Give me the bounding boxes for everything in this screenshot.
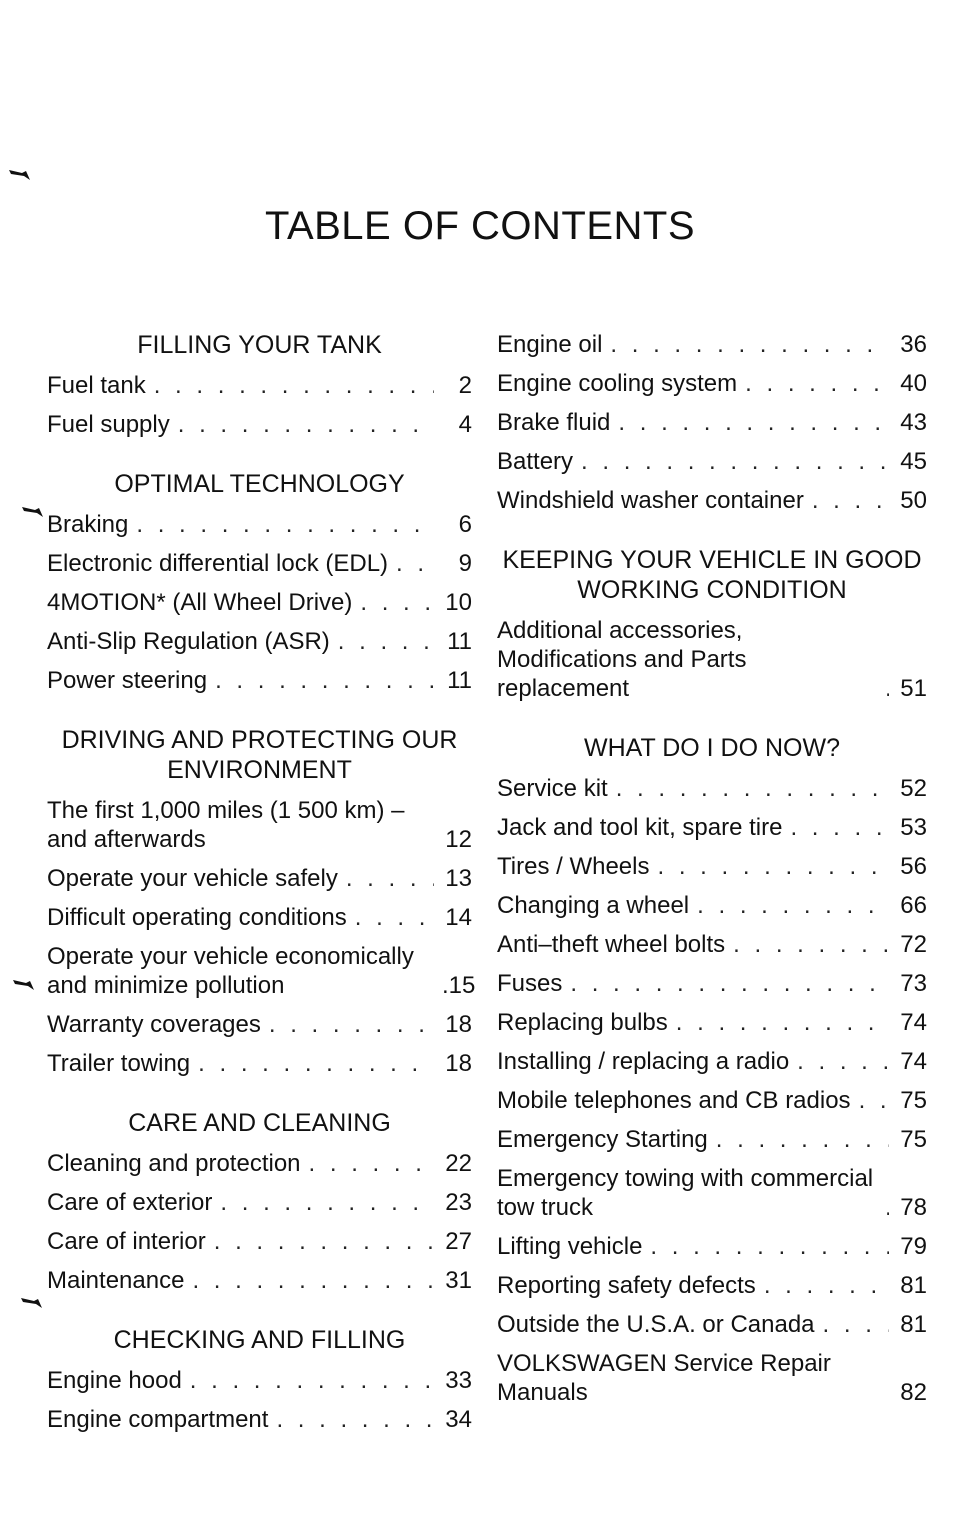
toc-entry-label: Tires / Wheels: [497, 853, 650, 880]
toc-entry-page-number: 75: [900, 1087, 927, 1114]
toc-entry-page-number: 31: [445, 1267, 472, 1294]
toc-entry-jack-and-tool-kit-spare-tire[interactable]: [497, 813, 927, 842]
toc-entry-fuel-tank[interactable]: [47, 371, 472, 400]
toc-entry-braking[interactable]: [47, 510, 472, 539]
dot-leader: [745, 369, 889, 398]
dot-leader: [790, 813, 889, 842]
dot-leader: [616, 774, 889, 803]
toc-entry-page-number: 53: [900, 814, 927, 841]
right-column: [497, 330, 927, 1417]
toc-entry-label: Engine hood: [47, 1367, 182, 1394]
toc-entry-label: Brake fluid: [497, 409, 611, 436]
toc-entry-label: Emergency towing with commercial tow truck: [497, 1165, 874, 1221]
toc-entry-label: Cleaning and protection: [47, 1150, 301, 1177]
dot-leader: [214, 1227, 434, 1256]
toc-entry-page-number: 81: [900, 1311, 927, 1338]
toc-entry-label: Power steering: [47, 667, 208, 694]
dot-leader: [178, 410, 434, 439]
toc-entry-engine-cooling-system[interactable]: [497, 369, 927, 398]
toc-entry-anti-theft-wheel-bolts[interactable]: [497, 930, 927, 959]
dot-leader: [610, 330, 889, 359]
toc-entry-service-kit[interactable]: [497, 774, 927, 803]
arrow-marker-icon: [21, 505, 45, 519]
toc-entry-volkswagen-service-repair-manuals[interactable]: [497, 1349, 927, 1407]
dot-leader: [338, 627, 434, 656]
toc-entry-trailer-towing[interactable]: [47, 1049, 472, 1078]
toc-entry-page-number: 9: [458, 550, 472, 577]
toc-entry-label: Fuel tank: [47, 372, 146, 399]
dot-leader: [885, 1193, 889, 1222]
toc-entry-page-number: 33: [445, 1367, 472, 1394]
dot-leader: [198, 1049, 434, 1078]
toc-entry-page-number: 74: [900, 1048, 927, 1075]
dot-leader: [733, 930, 889, 959]
toc-entry-label: Engine oil: [497, 331, 603, 358]
toc-entry-label: Windshield washer container: [497, 487, 804, 514]
toc-entry-engine-compartment[interactable]: [47, 1405, 472, 1434]
toc-entry-changing-a-wheel[interactable]: [497, 891, 927, 920]
toc-entry-page-number: 14: [445, 904, 472, 931]
dot-leader: [276, 1405, 434, 1434]
toc-entry-page-number: 81: [900, 1272, 927, 1299]
toc-entry-page-number: 40: [900, 370, 927, 397]
toc-entry-label: Mobile telephones and CB radios: [497, 1087, 851, 1114]
toc-entry-maintenance[interactable]: [47, 1266, 472, 1295]
toc-entry-mobile-telephones-and-cb-radios[interactable]: [497, 1086, 927, 1115]
toc-entry-operate-your-vehicle-safely[interactable]: [47, 864, 472, 893]
toc-entry-tires-wheels[interactable]: [497, 852, 927, 881]
toc-entry-difficult-operating-conditions[interactable]: [47, 903, 472, 932]
toc-entry-page-number: 12: [445, 826, 472, 853]
toc-entry-label: VOLKSWAGEN Service Repair Manuals: [497, 1350, 831, 1406]
toc-entry-page-number: 13: [445, 865, 472, 892]
toc-entry-4motion-all-wheel-drive[interactable]: [47, 588, 472, 617]
dot-leader: [764, 1271, 889, 1300]
toc-entry-engine-hood[interactable]: [47, 1366, 472, 1395]
toc-entry-label: Engine compartment: [47, 1406, 269, 1433]
toc-entry-page-number: 43: [900, 409, 927, 436]
dot-leader: [823, 1310, 889, 1339]
toc-entry-page-number: 66: [900, 892, 927, 919]
arrow-marker-icon: [20, 1296, 44, 1310]
toc-entry-label: Warranty coverages: [47, 1011, 261, 1038]
dot-leader: [697, 891, 889, 920]
toc-entry-page-number: 6: [458, 511, 472, 538]
dot-leader: [657, 852, 889, 881]
toc-entry-replacing-bulbs[interactable]: [497, 1008, 927, 1037]
toc-entry-page-number: 11: [447, 628, 472, 655]
dot-leader: [797, 1047, 889, 1076]
section-heading: KEEPING YOUR VEHICLE IN GOOD WORKING CONDITION: [502, 546, 922, 604]
dot-leader: [360, 588, 434, 617]
toc-entry-outside-the-u-s-a-or-canada[interactable]: [497, 1310, 927, 1339]
toc-entry-label: Emergency Starting: [497, 1126, 708, 1153]
toc-entry-page-number: 34: [445, 1406, 472, 1433]
toc-entry-label: Difficult operating conditions: [47, 904, 347, 931]
toc-entry-page-number: 51: [900, 675, 927, 702]
toc-entry-page-number: 45: [900, 448, 927, 475]
toc-entry-label: 4MOTION* (All Wheel Drive): [47, 589, 353, 616]
dot-leader: [220, 1188, 434, 1217]
toc-entry-page-number: 23: [445, 1189, 472, 1216]
dot-leader: [581, 447, 889, 476]
toc-entry-label: Trailer towing: [47, 1050, 191, 1077]
toc-entry-label: Installing / replacing a radio: [497, 1048, 790, 1075]
toc-entry-page-number: 74: [900, 1009, 927, 1036]
dot-leader: [396, 549, 434, 578]
toc-entry-page-number: 18: [445, 1011, 472, 1038]
toc-entry-page-number: .15: [442, 972, 476, 999]
toc-entry-label: Service kit: [497, 775, 608, 802]
toc-entry-page-number: 52: [900, 775, 927, 802]
toc-entry-label: Anti-Slip Regulation (ASR): [47, 628, 330, 655]
toc-entry-label: Jack and tool kit, spare tire: [497, 814, 783, 841]
toc-entry-lifting-vehicle[interactable]: [497, 1232, 927, 1261]
dot-leader: [618, 408, 889, 437]
section-heading: WHAT DO I DO NOW?: [583, 734, 841, 762]
dot-leader: [859, 1086, 889, 1115]
toc-entry-cleaning-and-protection[interactable]: [47, 1149, 472, 1178]
dot-leader: [154, 371, 434, 400]
dot-leader: [650, 1232, 889, 1261]
toc-entry-page-number: 18: [445, 1050, 472, 1077]
toc-entry-label: Battery: [497, 448, 574, 475]
section-heading: CARE AND CLEANING: [128, 1109, 391, 1137]
toc-entry-battery[interactable]: [497, 447, 927, 476]
dot-leader: [190, 1366, 434, 1395]
toc-entry-label: Care of interior: [47, 1228, 206, 1255]
toc-entry-page-number: 78: [900, 1194, 927, 1221]
toc-entry-windshield-washer-container[interactable]: [497, 486, 927, 515]
toc-entry-operate-your-vehicle-economically-and-minimize-pollution[interactable]: [47, 942, 476, 1000]
toc-entry-page-number: 22: [445, 1150, 472, 1177]
toc-entry-page-number: 36: [900, 331, 927, 358]
dot-leader: [136, 510, 434, 539]
dot-leader: [355, 903, 434, 932]
dot-leader: [309, 1149, 434, 1178]
toc-entry-label: Maintenance: [47, 1267, 185, 1294]
toc-entry-label: Outside the U.S.A. or Canada: [497, 1311, 815, 1338]
toc-entry-label: Braking: [47, 511, 129, 538]
toc-entry-label: Fuel supply: [47, 411, 170, 438]
arrow-marker-icon: [8, 168, 32, 182]
page-title: TABLE OF CONTENTS: [264, 204, 696, 248]
toc-entry-page-number: 79: [900, 1233, 927, 1260]
toc-entry-label: The first 1,000 miles (1 500 km) – and afterwards: [47, 797, 405, 853]
toc-entry-page-number: 27: [445, 1228, 472, 1255]
toc-entry-fuses[interactable]: [497, 969, 927, 998]
dot-leader: [812, 486, 889, 515]
dot-leader: [716, 1125, 889, 1154]
toc-entry-warranty-coverages[interactable]: [47, 1010, 472, 1039]
dot-leader: [885, 674, 889, 703]
toc-entry-label: Reporting safety defects: [497, 1272, 756, 1299]
toc-entry-label: Electronic differential lock (EDL): [47, 550, 389, 577]
section-heading: FILLING YOUR TANK: [137, 331, 382, 359]
toc-entry-label: Care of exterior: [47, 1189, 213, 1216]
toc-entry-the-first-1-000-miles-1-500-km-and-afterwards[interactable]: [47, 796, 472, 854]
toc-entry-page-number: 10: [445, 589, 472, 616]
left-column: [47, 330, 476, 1444]
toc-entry-label: Anti–theft wheel bolts: [497, 931, 726, 958]
toc-entry-page-number: 50: [900, 487, 927, 514]
toc-entry-page-number: 4: [458, 411, 472, 438]
toc-entry-label: Lifting vehicle: [497, 1233, 643, 1260]
toc-entry-page-number: 72: [900, 931, 927, 958]
toc-entry-fuel-supply[interactable]: [47, 410, 472, 439]
section-heading: DRIVING AND PROTECTING OUR ENVIRONMENT: [61, 726, 458, 784]
toc-entry-label: Replacing bulbs: [497, 1009, 668, 1036]
section-heading: CHECKING AND FILLING: [113, 1326, 406, 1354]
toc-entry-label: Changing a wheel: [497, 892, 690, 919]
toc-entry-anti-slip-regulation-asr[interactable]: [47, 627, 472, 656]
dot-leader: [192, 1266, 434, 1295]
section-heading: OPTIMAL TECHNOLOGY: [114, 470, 405, 498]
toc-entry-emergency-starting[interactable]: [497, 1125, 927, 1154]
toc-entry-page-number: 56: [900, 853, 927, 880]
toc-entry-additional-accessories-modifications-and-parts-replacement[interactable]: [497, 616, 927, 703]
dot-leader: [570, 969, 889, 998]
toc-entry-page-number: 2: [458, 372, 472, 399]
toc-entry-page-number: 73: [900, 970, 927, 997]
toc-entry-label: Engine cooling system: [497, 370, 738, 397]
toc-entry-engine-oil[interactable]: [497, 330, 927, 359]
toc-entry-reporting-safety-defects[interactable]: [497, 1271, 927, 1300]
dot-leader: [676, 1008, 889, 1037]
toc-entry-installing-replacing-a-radio[interactable]: [497, 1047, 927, 1076]
dot-leader: [215, 666, 434, 695]
toc-entry-page-number: 75: [900, 1126, 927, 1153]
toc-entry-page-number: 82: [900, 1379, 927, 1406]
dot-leader: [269, 1010, 434, 1039]
arrow-marker-icon: [12, 978, 36, 992]
toc-entry-label: Fuses: [497, 970, 563, 997]
toc-entry-label: Operate your vehicle economically and minimize pollution: [47, 943, 414, 999]
toc-entry-label: Additional accessories, Modifications and Parts replacement: [497, 617, 747, 702]
dot-leader: [346, 864, 434, 893]
toc-entry-care-of-interior[interactable]: [47, 1227, 472, 1256]
toc-entry-electronic-differential-lock-edl[interactable]: [47, 549, 472, 578]
toc-entry-label: Operate your vehicle safely: [47, 865, 338, 892]
toc-entry-power-steering[interactable]: [47, 666, 472, 695]
toc-entry-emergency-towing-with-commercial-tow-truck[interactable]: [497, 1164, 927, 1222]
toc-entry-care-of-exterior[interactable]: [47, 1188, 472, 1217]
toc-entry-page-number: 11: [447, 667, 472, 694]
toc-entry-brake-fluid[interactable]: [497, 408, 927, 437]
